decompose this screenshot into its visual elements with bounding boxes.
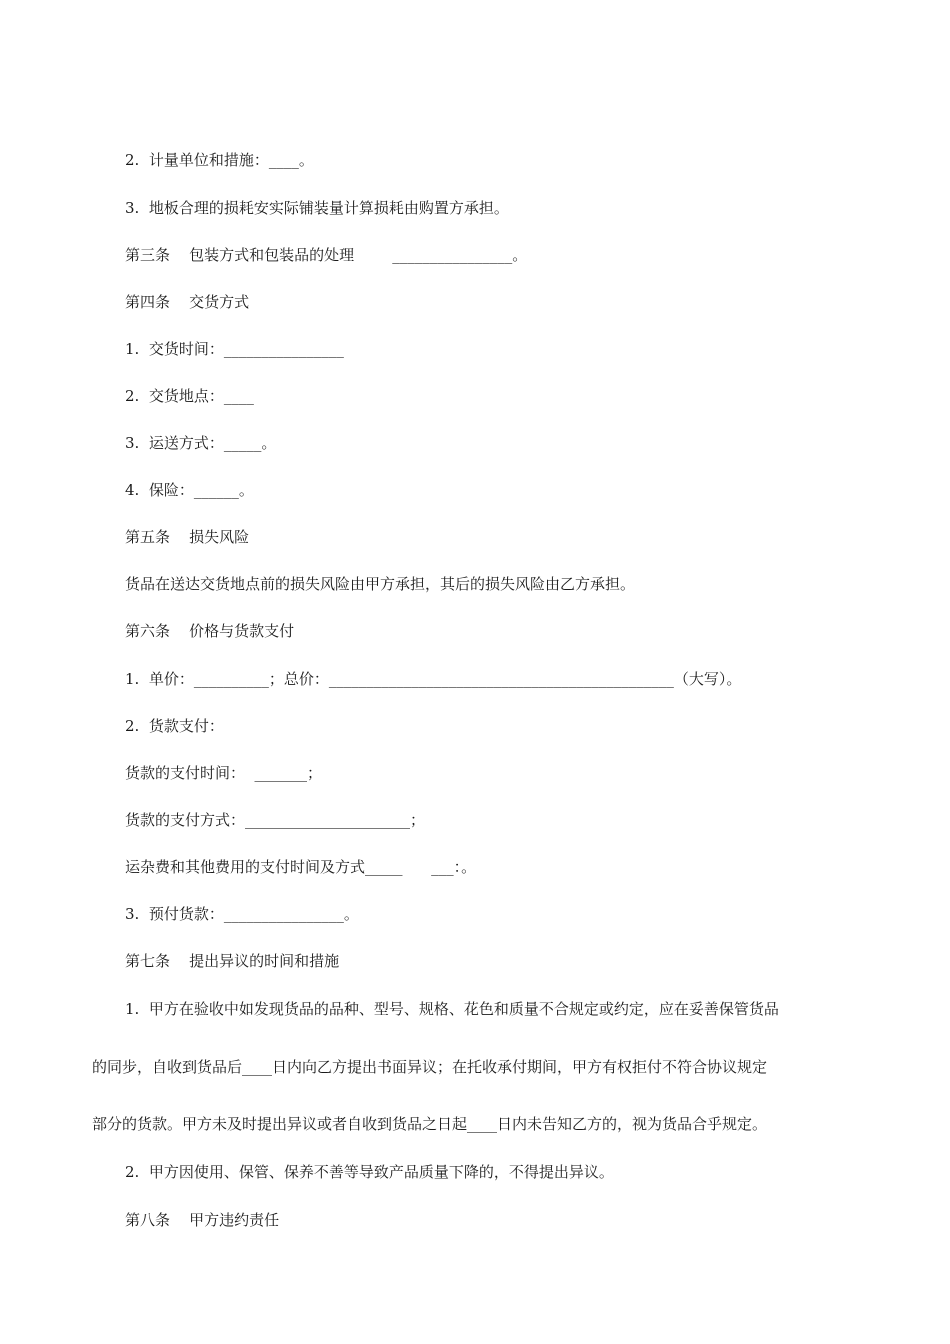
blank-field: _____ (365, 858, 403, 876)
blank-field: ___ (431, 858, 454, 876)
line-text: 。 (261, 434, 277, 452)
transport-method (125, 433, 276, 453)
article-4-heading: 第四条 交货方式 (125, 293, 250, 311)
line-text: 1. 单价： (125, 670, 194, 688)
line-text: 。 (298, 151, 314, 169)
line-text: 。 (238, 481, 254, 499)
other-fees (125, 857, 476, 877)
line-text: 2. 计量单位和措施： (125, 151, 269, 169)
prepayment (125, 904, 359, 924)
delivery-time (125, 339, 344, 359)
article-6-heading: 第六条 价格与货款支付 (125, 622, 295, 640)
line-text: 货款的支付时间： (125, 764, 255, 782)
article-3-heading (125, 245, 527, 265)
delivery-place (125, 386, 254, 406)
line-text: 2. 交货地点： (125, 387, 224, 405)
blank-field: ____ (268, 151, 299, 169)
line-text (403, 858, 432, 876)
insurance (125, 480, 254, 500)
blank-field: ______________________ (245, 811, 411, 829)
line-text: 3. 运送方式： (125, 434, 224, 452)
price-line (125, 669, 741, 689)
payment-method (125, 810, 425, 830)
blank-field: _____ (223, 434, 262, 452)
line-text: 3. 预付货款： (125, 905, 224, 923)
line-text: 第三条 包装方式和包装品的处理 (125, 246, 393, 264)
objection-para-line1: 1. 甲方在验收中如发现货品的品种、型号、规格、花色和质量不合规定或约定，应在妥善保管货品 (125, 1000, 779, 1018)
line-text: ；总价： (268, 670, 329, 688)
line-text: 1. 交货时间： (125, 340, 224, 358)
blank-field: _______ (254, 764, 308, 782)
article-5-heading: 第五条 损失风险 (125, 528, 250, 546)
blank-field: ________________ (223, 905, 344, 923)
risk-text: 货品在送达交货地点前的损失风险由甲方承担，其后的损失风险由乙方承担。 (125, 575, 636, 593)
objection-clause-2: 2. 甲方因使用、保管、保养不善等导致产品质量下降的，不得提出异议。 (125, 1163, 614, 1181)
article-8-heading: 第八条 甲方违约责任 (125, 1211, 280, 1229)
line-text: 。 (512, 246, 528, 264)
line-text: （大写）。 (673, 670, 742, 688)
line-text: 。 (343, 905, 359, 923)
line-text: ； (410, 811, 426, 829)
line-text: 4. 保险： (125, 481, 194, 499)
payment-heading: 2. 货款支付： (125, 717, 224, 735)
blank-field: ________________ (223, 340, 344, 358)
line-text: ； (307, 764, 323, 782)
blank-field: ______________________________________________ (328, 670, 674, 688)
blank-field: ______ (193, 481, 239, 499)
line-text: ：。 (453, 858, 477, 876)
line-text: 运杂费和其他费用的支付时间及方式 (125, 858, 366, 876)
blank-field: ____ (223, 387, 254, 405)
objection-para-line2: 的同步，自收到货品后____日内向乙方提出书面异议；在托收承付期间，甲方有权拒付不符合协议规定 (92, 1058, 768, 1076)
payment-time (125, 763, 322, 783)
clause-3-loss: 3. 地板合理的损耗安实际铺装量计算损耗由购置方承担。 (125, 199, 509, 217)
article-7-heading: 第七条 提出异议的时间和措施 (125, 952, 340, 970)
blank-field: ________________ (392, 246, 513, 264)
line-text: 货款的支付方式： (125, 811, 246, 829)
objection-para-line3: 部分的货款。甲方未及时提出异议或者自收到货品之日起____日内未告知乙方的，视为货品合乎规定。 (92, 1115, 768, 1133)
clause-2-measurement (125, 150, 314, 170)
blank-field: __________ (193, 670, 269, 688)
